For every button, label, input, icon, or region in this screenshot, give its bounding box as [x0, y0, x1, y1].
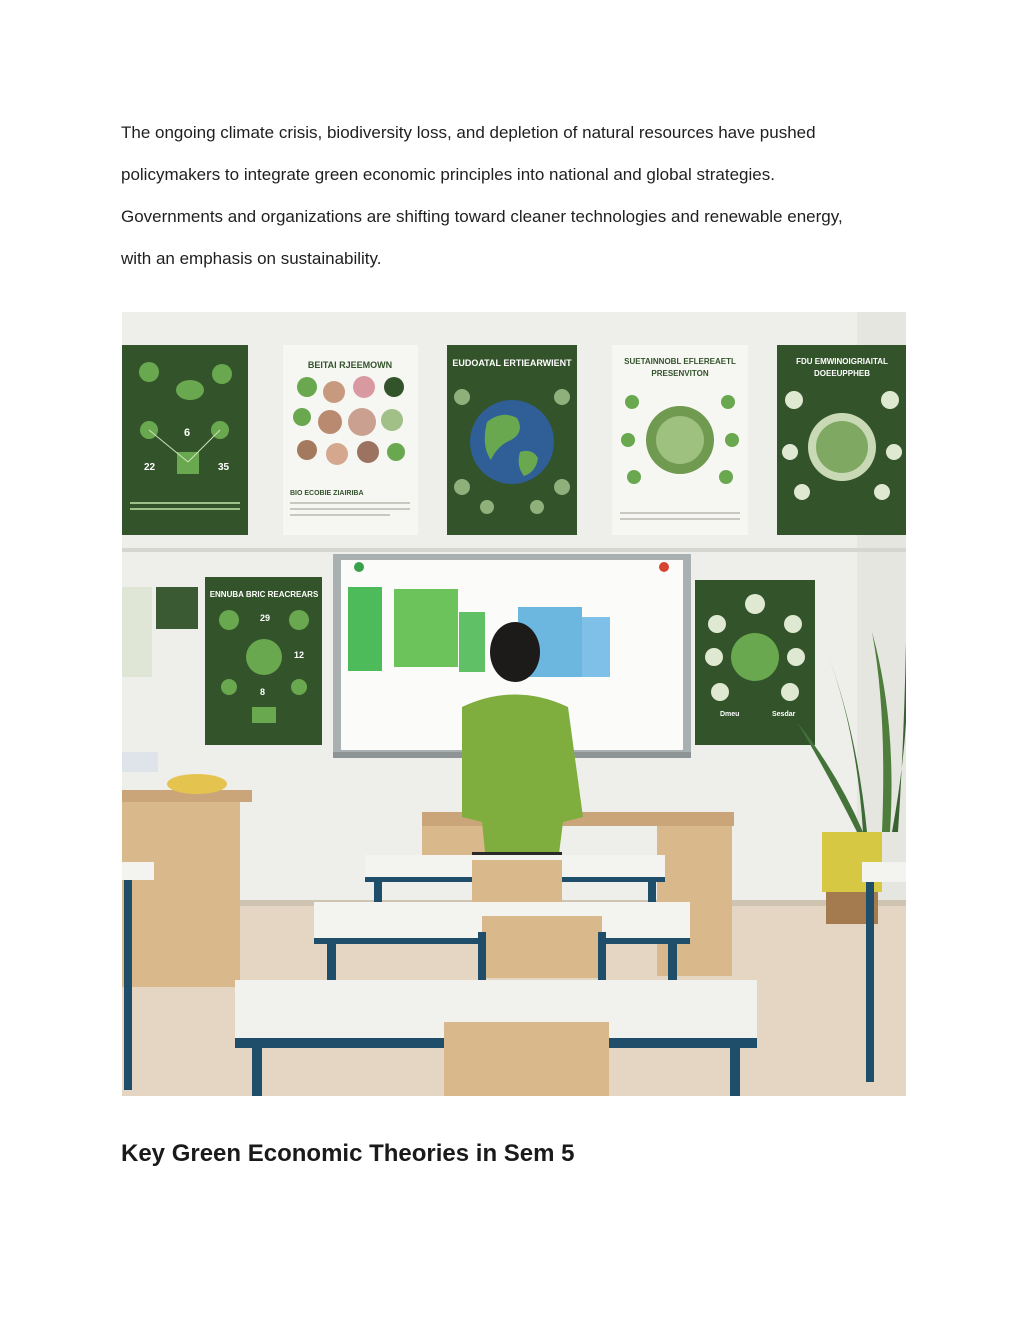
classroom-photo	[122, 312, 906, 1096]
poster-6-number-3: 8	[260, 687, 266, 697]
intro-paragraph	[121, 112, 921, 280]
poster-7	[695, 580, 815, 745]
poster-3	[447, 345, 577, 535]
poster-2	[283, 345, 418, 535]
poster-4-title-line-2: PRESENVITON	[651, 369, 709, 378]
paragraph-line: Governments and organizations are shifting toward cleaner technologies and renewable energy,	[121, 207, 843, 226]
poster-6-title: ENNUBA BRIC REACREARS	[209, 590, 319, 599]
poster-6-number-1: 29	[260, 613, 271, 623]
poster-4-title-line-1: SUETAINNOBL EFLEREAETL	[624, 357, 736, 366]
poster-1-number-3: 35	[218, 462, 230, 473]
poster-4	[612, 345, 748, 535]
poster-3-title: EUDOATAL ERTIEARWIENT	[452, 358, 572, 368]
paragraph-line: The ongoing climate crisis, biodiversity loss, and depletion of natural resources have pushed	[121, 123, 816, 142]
poster-7-label-1: Dmeu	[720, 711, 740, 718]
poster-6-number-2: 12	[294, 650, 305, 660]
poster-1-number-2: 22	[144, 462, 156, 473]
poster-7-label-2: Sesdar	[772, 711, 796, 718]
poster-5-title-line-2: DOEEUPPHEB	[813, 369, 871, 378]
poster-5	[777, 345, 906, 535]
poster-2-footer: BIO ECOBIE ZIAIRIBA	[290, 490, 364, 497]
poster-1-number-1: 6	[184, 427, 191, 439]
paragraph-line: with an emphasis on sustainability.	[121, 249, 382, 268]
section-heading: Key Green Economic Theories in Sem 5	[121, 1140, 575, 1167]
poster-2-title: BEITAI RJEEMOWN	[307, 360, 393, 370]
paragraph-line: policymakers to integrate green economic principles into national and global strategies.	[121, 165, 775, 184]
poster-5-title-line-1: FDU EMWINOIGRIAITAL	[796, 357, 888, 366]
poster-6	[205, 577, 322, 745]
poster-1	[122, 345, 248, 535]
